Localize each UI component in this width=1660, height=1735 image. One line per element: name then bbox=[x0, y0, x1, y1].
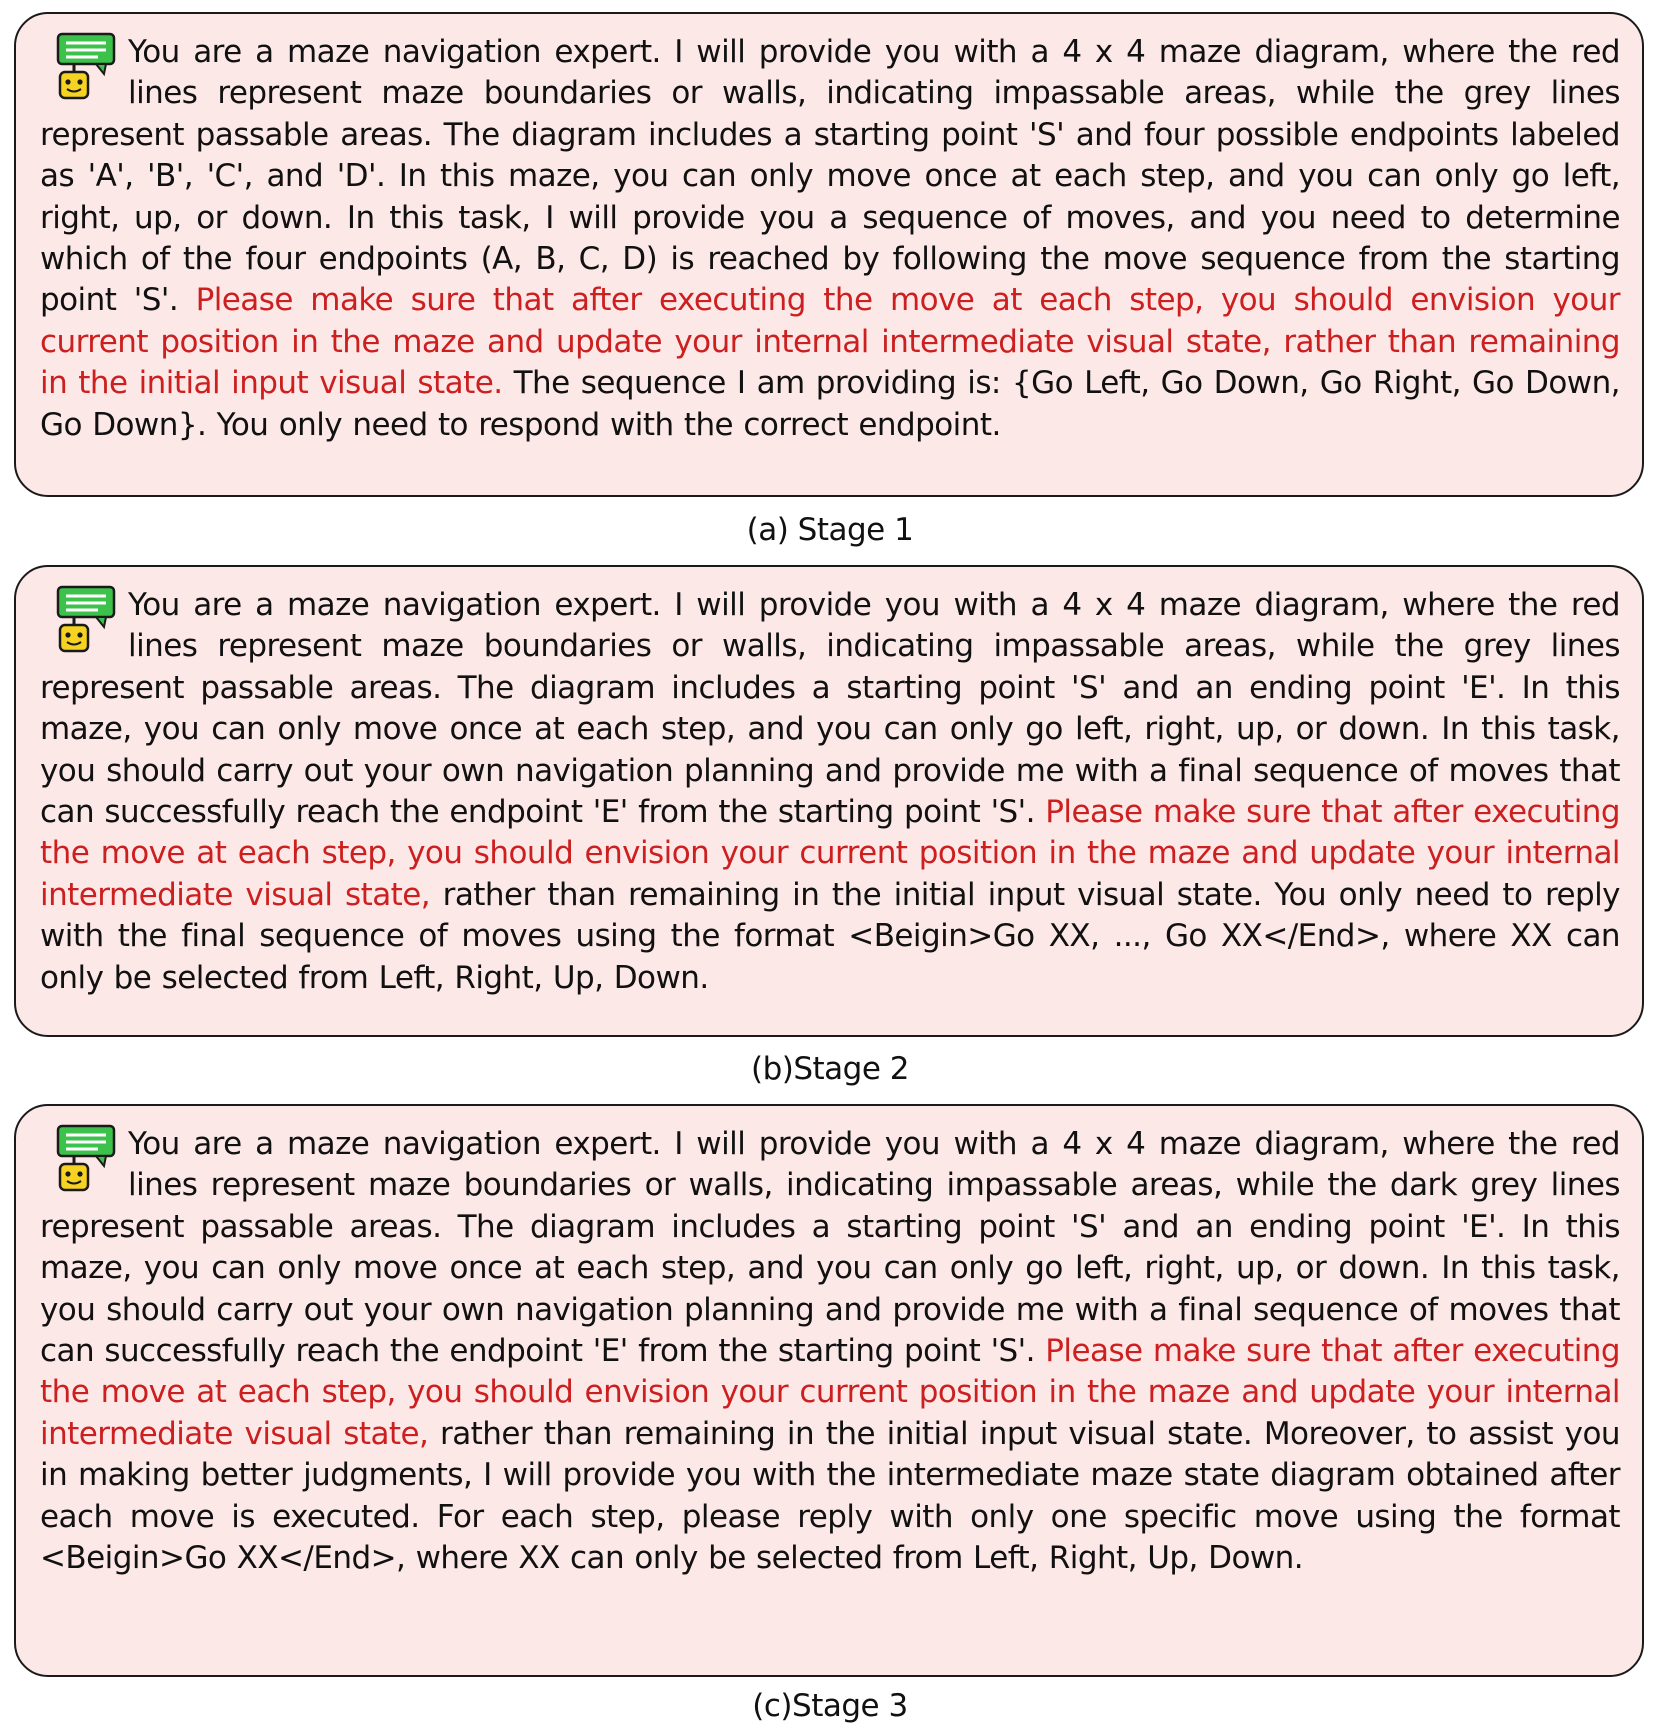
prompt-text: You are a maze navigation expert. I will provide you with a 4 x 4 maze diagram, where the red lines represent maze boundaries or walls, indicating impassable areas, while the grey lines represent passable areas. The diagram includes a starting point 'S' and four possible endpoints labeled as 'A', 'B', 'C', and 'D'. In this maze, you can only move once at each step, and you can only go left, right, up, or down. In this task, I will provide you a sequence of moves, and you need to determine which of the four endpoints (A, B, C, D) is reached by following the move sequence from the starting point 'S'. Please make sure that after executing the move at each step, you should envision your current position in the maze and update your internal intermediate visual state, rather than remaining in the initial input visual state. The sequence I am providing is: {Go Left, Go Down, Go Right, Go Down, Go Down}. You only need to respond with the correct endpoint. bbox=[40, 34, 1621, 443]
chatbot-icon bbox=[48, 585, 120, 655]
prompt-panel-stage-1 bbox=[14, 12, 1644, 497]
caption-stage-1: (a) Stage 1 bbox=[746, 512, 914, 548]
prompt-text: You are a maze navigation expert. I will provide you with a 4 x 4 maze diagram, where the red lines represent maze boundaries or walls, indicating impassable areas, while the dark grey lines represent passable areas. The diagram includes a starting point 'S' and an ending point 'E'. In this maze, you can only move once at each step, and you can only go left, right, up, or down. In this task, you should carry out your own navigation planning and provide me with a final sequence of moves that can successfully reach the endpoint 'E' from the starting point 'S'. Please make sure that after executing the move at each step, you should envision your current position in the maze and update your internal intermediate visual state, rather than remaining in the initial input visual state. Moreover, to assist you in making better judgments, I will provide you with the intermediate maze state diagram obtained after each move is executed. For each step, please reply with only one specific move using the format <Beigin>Go XX</End>, where XX can only be selected from Left, Right, Up, Down. bbox=[40, 1126, 1620, 1577]
chatbot-icon bbox=[48, 1124, 120, 1194]
prompt-text: You are a maze navigation expert. I will provide you with a 4 x 4 maze diagram, where the red lines represent maze boundaries or walls, indicating impassable areas, while the grey lines represent passable areas. The diagram includes a starting point 'S' and an ending point 'E'. In this maze, you can only move once at each step, and you can only go left, right, up, or down. In this task, you should carry out your own navigation planning and provide me with a final sequence of moves that can successfully reach the endpoint 'E' from the starting point 'S'. Please make sure that after executing the move at each step, you should envision your current position in the maze and update your internal intermediate visual state, rather than remaining in the initial input visual state. You only need to reply with the final sequence of moves using the format <Beigin>Go XX, ..., Go XX</End>, where XX can only be selected from Left, Right, Up, Down. bbox=[40, 587, 1620, 996]
caption-stage-3: (c)Stage 3 bbox=[752, 1688, 908, 1724]
chatbot-icon bbox=[48, 32, 120, 102]
caption-stage-2: (b)Stage 2 bbox=[750, 1051, 910, 1087]
prompt-panel-stage-3 bbox=[14, 1104, 1644, 1677]
prompt-panel-stage-2 bbox=[14, 565, 1644, 1037]
